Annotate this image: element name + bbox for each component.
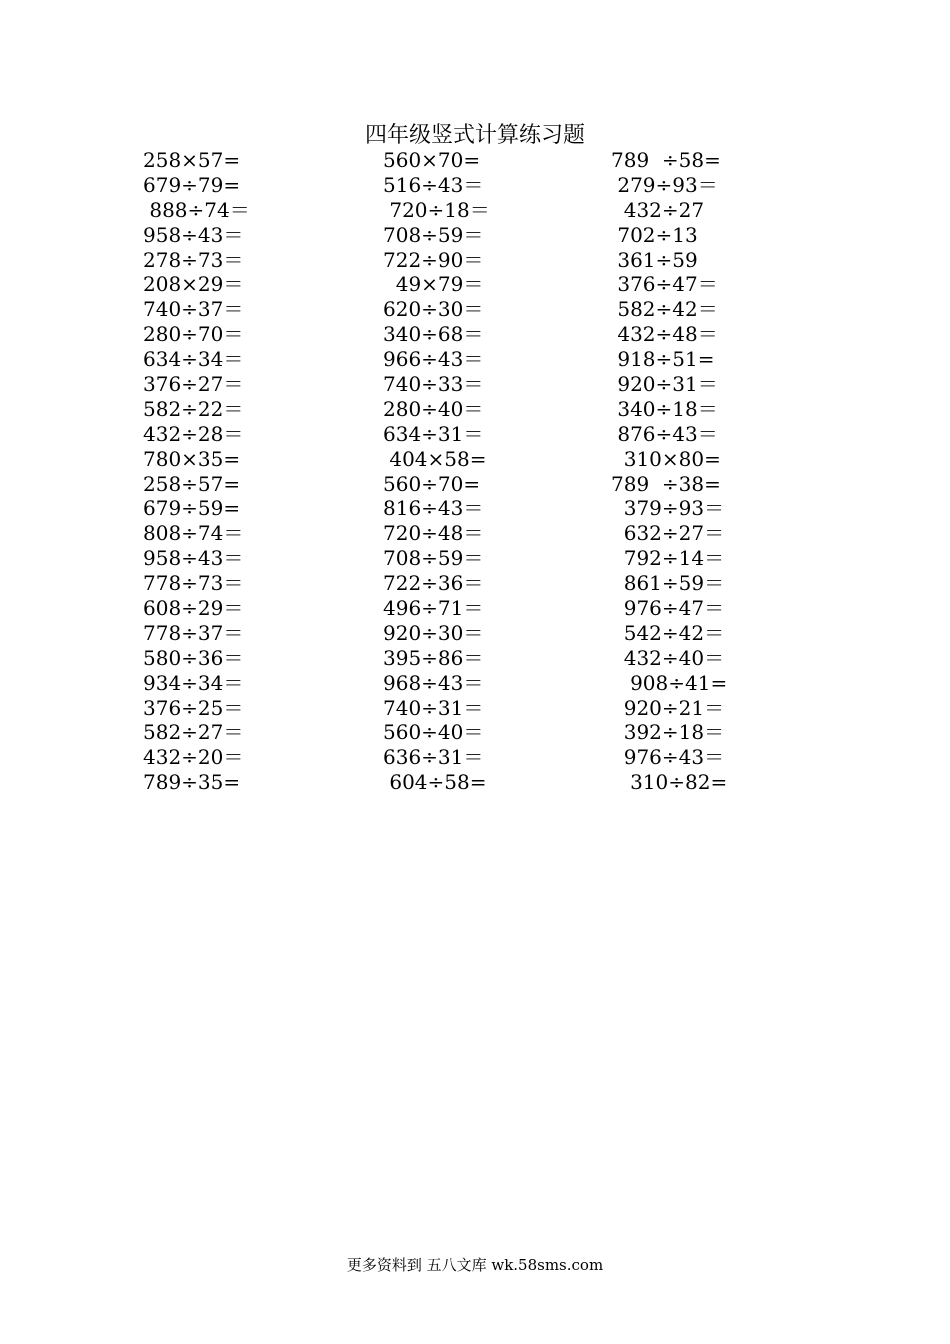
problem-cell: 620÷30＝ — [383, 297, 484, 322]
problem-cell: 632÷27＝ — [611, 521, 725, 546]
problem-cell: 432÷48＝ — [611, 322, 718, 347]
problem-cell: 560×70= — [383, 148, 481, 172]
problem-cell: 792÷14＝ — [611, 546, 725, 571]
problem-cell: 280÷40＝ — [383, 396, 484, 421]
problem-cell: 280÷70＝ — [143, 322, 244, 347]
problem-cell: 789 ÷38= — [611, 471, 721, 496]
problem-row — [0, 173, 950, 198]
problem-cell: 778÷73＝ — [143, 571, 244, 596]
problem-row — [0, 745, 950, 770]
problem-cell: 958÷43＝ — [143, 222, 244, 247]
problem-row — [0, 720, 950, 745]
problem-cell: 278÷73＝ — [143, 247, 244, 272]
problem-cell: 740÷33＝ — [383, 372, 484, 397]
problem-cell: 861÷59＝ — [611, 571, 725, 596]
problem-cell: 976÷47＝ — [611, 596, 725, 621]
problem-cell: 496÷71＝ — [383, 596, 484, 621]
problem-cell: 679÷59= — [143, 496, 241, 521]
problem-cell: 634÷34＝ — [143, 347, 244, 372]
problem-cell: 376÷27＝ — [143, 372, 244, 397]
problem-cell: 968÷43＝ — [383, 670, 484, 695]
problem-cell: 789÷35= — [143, 770, 241, 795]
page-title: 四年级竖式计算练习题 — [364, 123, 585, 148]
problem-cell: 340÷18＝ — [611, 396, 718, 421]
problem-cell: 722÷90＝ — [383, 247, 484, 272]
problem-row — [0, 297, 950, 322]
problem-row — [0, 248, 950, 273]
problem-row — [0, 596, 950, 621]
problem-cell: 966÷43＝ — [383, 347, 484, 372]
problem-cell: 542÷42＝ — [611, 620, 725, 645]
problem-row — [0, 621, 950, 646]
problem-row — [0, 646, 950, 671]
problem-cell: 720÷48＝ — [383, 521, 484, 546]
problem-cell: 582÷22＝ — [143, 396, 244, 421]
problem-cell: 636÷31＝ — [383, 745, 484, 770]
problem-cell: 560÷70= — [383, 471, 481, 496]
problem-cell: 604÷58= — [383, 770, 487, 795]
problem-cell: 580÷36＝ — [143, 645, 244, 670]
problem-cell: 702÷13 — [611, 222, 698, 247]
problem-cell: 49×79＝ — [383, 272, 484, 297]
problem-cell: 708÷59＝ — [383, 222, 484, 247]
problem-row — [0, 770, 950, 795]
problem-cell: 720÷18＝ — [383, 197, 490, 222]
problem-cell: 740÷37＝ — [143, 297, 244, 322]
problem-cell: 516÷43＝ — [383, 172, 484, 197]
problem-row — [0, 571, 950, 596]
problem-cell: 888÷74＝ — [143, 197, 250, 222]
problem-cell: 432÷20＝ — [143, 745, 244, 770]
problem-cell: 976÷43＝ — [611, 745, 725, 770]
problem-cell: 920÷31＝ — [611, 372, 718, 397]
problem-cell: 634÷31＝ — [383, 421, 484, 446]
problem-cell: 376÷47＝ — [611, 272, 718, 297]
problem-row — [0, 546, 950, 571]
problem-row — [0, 148, 950, 173]
problem-cell: 432÷28＝ — [143, 421, 244, 446]
problem-cell: 789 ÷58= — [611, 148, 721, 172]
problem-cell: 582÷27＝ — [143, 720, 244, 745]
problem-cell: 740÷31＝ — [383, 695, 484, 720]
problem-cell: 908÷41= — [611, 670, 728, 695]
problem-row — [0, 272, 950, 297]
problem-cell: 208×29＝ — [143, 272, 244, 297]
problem-row — [0, 696, 950, 721]
problem-cell: 432÷27 — [611, 197, 705, 222]
problem-row — [0, 198, 950, 223]
problem-row — [0, 397, 950, 422]
problem-row — [0, 422, 950, 447]
problem-cell: 582÷42＝ — [611, 297, 718, 322]
problem-row — [0, 322, 950, 347]
problem-row — [0, 447, 950, 472]
problem-cell: 816÷43＝ — [383, 496, 484, 521]
problem-cell: 958÷43＝ — [143, 546, 244, 571]
problem-cell: 708÷59＝ — [383, 546, 484, 571]
problem-cell: 258×57= — [143, 148, 241, 172]
problem-cell: 920÷30＝ — [383, 620, 484, 645]
problem-cell: 258÷57= — [143, 471, 241, 496]
problem-cell: 934÷34＝ — [143, 670, 244, 695]
problem-cell: 404×58= — [383, 446, 487, 471]
problem-cell: 778÷37＝ — [143, 620, 244, 645]
problem-cell: 340÷68＝ — [383, 322, 484, 347]
problem-cell: 310÷82= — [611, 770, 728, 795]
problem-cell: 279÷93＝ — [611, 172, 718, 197]
problem-grid — [0, 148, 950, 795]
problem-cell: 679÷79= — [143, 172, 241, 197]
problem-cell: 560÷40＝ — [383, 720, 484, 745]
problem-row — [0, 223, 950, 248]
problem-cell: 808÷74＝ — [143, 521, 244, 546]
problem-row — [0, 671, 950, 696]
problem-row — [0, 521, 950, 546]
problem-row — [0, 372, 950, 397]
footer-text: 更多资料到 五八文库 wk.58sms.com — [346, 1256, 604, 1274]
problem-row — [0, 347, 950, 372]
problem-cell: 918÷51= — [611, 347, 715, 372]
problem-cell: 722÷36＝ — [383, 571, 484, 596]
problem-row — [0, 496, 950, 521]
problem-cell: 432÷40＝ — [611, 645, 725, 670]
problem-cell: 361÷59 — [611, 247, 698, 272]
problem-cell: 379÷93＝ — [611, 496, 725, 521]
problem-row — [0, 472, 950, 497]
problem-cell: 876÷43＝ — [611, 421, 718, 446]
problem-cell: 608÷29＝ — [143, 596, 244, 621]
problem-cell: 780×35= — [143, 446, 241, 471]
problem-cell: 920÷21＝ — [611, 695, 725, 720]
problem-cell: 376÷25＝ — [143, 695, 244, 720]
problem-cell: 310×80= — [611, 446, 721, 471]
problem-cell: 392÷18＝ — [611, 720, 725, 745]
problem-cell: 395÷86＝ — [383, 645, 484, 670]
